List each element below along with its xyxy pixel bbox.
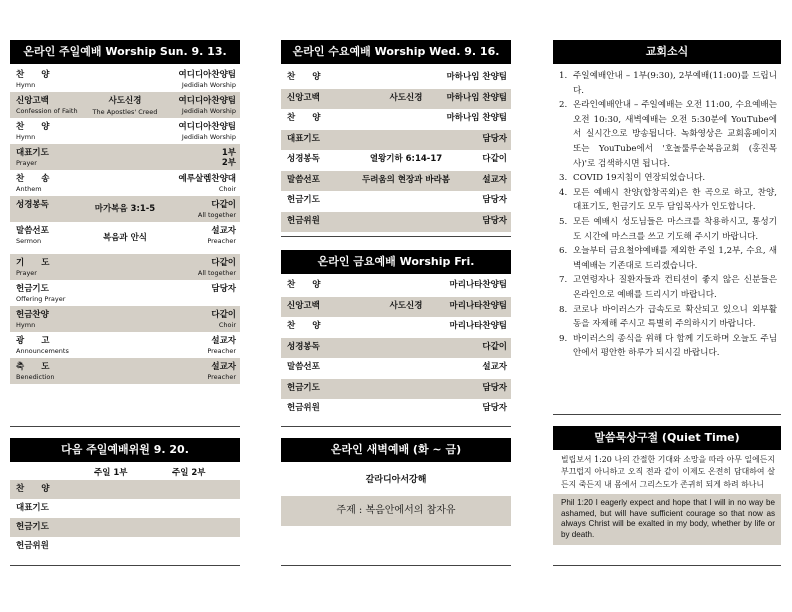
divider	[281, 426, 511, 427]
news-item-number: 7.	[559, 275, 568, 286]
divider	[553, 565, 781, 566]
order-item-leader: 담당자	[482, 215, 507, 226]
news-item-text: COVID 19지침이 연장되었습니다.	[573, 173, 706, 184]
order-item-leader: 마하나임 찬양팀	[446, 113, 507, 123]
order-item-label: 헌금기도	[287, 382, 320, 393]
order-item-english: Hymn	[16, 321, 36, 329]
order-item-label: 성경봉독	[16, 200, 49, 210]
order-item-leader: 마리나타찬양팀	[449, 280, 507, 290]
worship-order-row	[10, 280, 240, 306]
worship-order-row	[10, 332, 240, 358]
order-item-leader: 담당자	[211, 284, 236, 294]
worship-order-row	[281, 150, 511, 170]
order-item-leader: 설교자	[211, 226, 236, 236]
order-item-leader: 다같이	[482, 341, 507, 352]
next-sunday-list	[10, 480, 240, 556]
order-item-leader: 마리나타찬양팀	[449, 321, 507, 331]
church-news-panel	[553, 40, 781, 361]
order-item-leader: 설교자	[482, 362, 507, 372]
order-item-leader: 설교자	[211, 336, 236, 346]
divider	[281, 236, 511, 237]
order-item-label: 말씀선포	[16, 226, 49, 236]
order-item-leader-english: Choir	[218, 321, 236, 329]
order-item-label: 성경봉독	[287, 154, 320, 164]
column-header-service-1: 주일 1부	[94, 468, 128, 478]
committee-role-label: 찬 양	[16, 484, 50, 494]
next-sunday-title: 다음 주일예배위원 9. 20.	[10, 438, 240, 462]
order-item-label: 찬 송	[16, 174, 50, 184]
worship-order-row	[281, 68, 511, 88]
order-item-english: Hymn	[16, 133, 36, 141]
news-item-text: 모든 예배시 찬양(합창곡외)은 한 곡으로 하고, 찬양, 대표기도, 헌금기도 모두 담임목사가 인도합니다.	[573, 187, 777, 213]
quiet-time-korean: 빌립보서 1:20 나의 간절한 기대와 소망을 따라 아무 일에든지 부끄럽지 아니하고 오직 전과 같이 이제도 온전히 담대하여 살든지 죽든지 내 몸에서 그리스도가 존귀히 되게 하려 하나니	[561, 455, 775, 489]
quiet-time-english: Phil 1:20 I eagerly expect and hope that I will in no way be ashamed, but will have sufficient courage so that now as always Christ will be exalted in my body, whether by life or by death.	[553, 494, 781, 544]
order-item-leader-english: Choir	[218, 185, 236, 193]
worship-order-row	[10, 118, 240, 144]
divider	[10, 426, 240, 427]
news-item-number: 9.	[559, 333, 568, 344]
worship-order-row	[281, 191, 511, 211]
news-item	[559, 171, 777, 186]
order-item-label: 말씀선포	[287, 174, 320, 185]
order-item-detail: 복음과 안식	[102, 233, 147, 243]
order-item-label: 헌금기도	[16, 284, 49, 294]
order-item-detail: 사도신경	[108, 96, 142, 106]
news-item-number: 5.	[559, 216, 568, 227]
order-item-label: 말씀선포	[287, 362, 320, 372]
divider	[281, 565, 511, 566]
order-item-detail: 마가복음 3:1-5	[94, 204, 156, 214]
order-item-leader-english: Jedidiah Worship	[181, 81, 236, 89]
news-item	[559, 303, 777, 332]
news-item	[559, 98, 777, 171]
order-item-english: Prayer	[16, 159, 37, 167]
worship-order-row	[10, 170, 240, 196]
order-item-leader: 설교자	[482, 174, 507, 185]
news-item-number: 6.	[559, 246, 568, 257]
order-item-english: Announcements	[16, 347, 69, 355]
order-item-label: 찬 양	[287, 72, 321, 82]
order-item-leader-english: All together	[197, 211, 236, 219]
order-item-label: 대표기도	[287, 133, 320, 144]
order-item-leader: 담당자	[482, 195, 507, 205]
dawn-worship-title: 온라인 새벽예배 (화 ~ 금)	[281, 438, 511, 462]
order-item-english: Benediction	[16, 373, 55, 381]
order-item-english: Offering Prayer	[16, 295, 66, 303]
news-item-text: 오늘부터 금요철야예배를 제외한 주일 1,2부, 수요, 새벽예배는 기존대로 드리겠습니다.	[573, 246, 777, 271]
order-item-leader: 예루살렘찬양대	[178, 174, 236, 184]
committee-row	[10, 537, 240, 556]
wednesday-order-list	[281, 68, 511, 232]
news-item-number: 2.	[559, 100, 568, 111]
order-item-leader-english: All together	[197, 269, 236, 277]
order-item-detail-english: The Apostles' Creed	[92, 108, 158, 116]
order-item-label: 신앙고백	[16, 96, 49, 106]
order-item-leader: 다같이	[211, 258, 236, 268]
friday-worship-panel	[281, 250, 511, 420]
worship-order-row	[10, 66, 240, 92]
order-item-leader: 1부	[221, 148, 236, 158]
order-item-leader: 담당자	[482, 382, 507, 393]
news-item	[559, 273, 777, 302]
sunday-worship-title: 온라인 주일예배 Worship Sun. 9. 13.	[10, 40, 240, 64]
news-item-text: 바이러스의 종식을 위해 다 함께 기도하며 오늘도 주님안에서 평안한 하루가 되시길 바랍니다.	[573, 333, 777, 359]
sunday-worship-panel	[10, 40, 240, 384]
friday-order-list	[281, 276, 511, 419]
order-item-leader-second: 2부	[221, 158, 236, 168]
worship-order-row	[281, 212, 511, 232]
news-item	[559, 69, 777, 98]
worship-order-row	[10, 144, 240, 170]
dawn-worship-panel	[281, 438, 511, 526]
worship-order-row	[281, 276, 511, 296]
order-item-label: 광 고	[16, 336, 50, 346]
worship-order-row	[281, 399, 511, 419]
dawn-book: 갈라디아서강해	[365, 475, 427, 485]
order-item-english: Anthem	[16, 185, 42, 193]
order-item-label: 헌금위원	[287, 403, 320, 413]
order-item-detail: 두려움의 현장과 바라봄	[361, 174, 451, 185]
order-item-leader: 마하나임 찬양팀	[446, 72, 507, 82]
order-item-label: 찬 양	[16, 70, 50, 80]
news-item	[559, 332, 777, 361]
order-item-detail: 사도신경	[389, 92, 423, 103]
order-item-leader: 마리나타찬양팀	[449, 300, 507, 311]
order-item-label: 대표기도	[16, 148, 49, 158]
committee-row	[10, 480, 240, 499]
committee-role-label: 대표기도	[16, 503, 49, 513]
committee-role-label: 헌금위원	[16, 541, 49, 551]
worship-order-row	[281, 89, 511, 109]
news-item-text: 온라인예배안내 – 주일예배는 오전 11:00, 수요예배는 오전 10:30, 새벽예배는 오전 5:30분에 YouTube에서 실시간으로 방송됩니다. 녹화영상은 교회홈페이지 또는 YouTube에서 '호놀룰루순복음교회 (홍진목사)'로 검색하시면 됩니다.	[573, 100, 777, 169]
divider	[10, 565, 240, 566]
order-item-leader: 여디디아찬양팀	[178, 122, 236, 132]
worship-order-row	[10, 358, 240, 384]
news-item-text: 고연령자나 질환자들과 컨티션이 좋지 않은 신분들은 온라인으로 예배를 드리시기 바랍니다.	[573, 275, 777, 300]
news-item-number: 4.	[559, 187, 568, 198]
order-item-label: 성경봉독	[287, 341, 320, 352]
order-item-leader-english: Preacher	[207, 237, 236, 245]
order-item-leader: 여디디아찬양팀	[178, 96, 236, 106]
worship-order-row	[281, 130, 511, 150]
order-item-english: Sermon	[16, 237, 42, 245]
order-item-english: Prayer	[16, 269, 37, 277]
order-item-label: 헌금위원	[287, 215, 320, 226]
order-item-leader: 여디디아찬양팀	[178, 70, 236, 80]
worship-order-row	[281, 358, 511, 378]
committee-row	[10, 499, 240, 518]
news-item-number: 3.	[559, 173, 568, 184]
news-item-text: 코로나 바이러스가 급속도로 확산되고 있으니 외부활동을 자제해 주시고 특별히 주의하시기 바랍니다.	[573, 304, 777, 330]
worship-order-row	[281, 379, 511, 399]
quiet-time-panel	[553, 426, 781, 545]
friday-worship-title: 온라인 금요예배 Worship Fri.	[281, 250, 511, 274]
dawn-theme: 주제 : 복음안에서의 참자유	[281, 496, 511, 526]
order-item-detail: 사도신경	[389, 300, 423, 311]
order-item-english: Hymn	[16, 81, 36, 89]
order-item-leader: 설교자	[211, 362, 236, 372]
order-item-leader-english: Jedidiah Worship	[181, 133, 236, 141]
order-item-leader: 담당자	[482, 133, 507, 144]
committee-row	[10, 518, 240, 537]
sunday-order-list	[10, 66, 240, 384]
order-item-label: 신앙고백	[287, 92, 320, 103]
order-item-leader-english: Jedidiah Worship	[181, 107, 236, 115]
worship-order-row	[10, 254, 240, 280]
worship-order-row	[281, 338, 511, 358]
news-item-text: 모든 예배시 성도님들은 마스크를 착용하시고, 통성기도 시간에 마스크를 쓰고 기도해 주시기 바랍니다.	[573, 216, 777, 242]
news-item	[559, 215, 777, 244]
worship-order-row	[10, 222, 240, 254]
order-item-leader: 담당자	[482, 403, 507, 413]
news-item	[559, 244, 777, 273]
quiet-time-title: 말씀묵상구절 (Quiet Time)	[553, 426, 781, 450]
news-item	[559, 186, 777, 215]
order-item-label: 찬 양	[287, 321, 321, 331]
church-news-title: 교회소식	[553, 40, 781, 64]
order-item-label: 기 도	[16, 258, 50, 268]
order-item-english: Confession of Faith	[16, 107, 78, 115]
order-item-detail: 열왕기하 6:14-17	[369, 154, 443, 164]
order-item-label: 찬 양	[287, 113, 321, 123]
column-header-service-2: 주일 2부	[172, 468, 206, 478]
committee-role-label: 헌금기도	[16, 522, 49, 532]
church-news-list	[553, 69, 781, 361]
order-item-label: 헌금찬양	[16, 310, 49, 320]
order-item-label: 찬 양	[287, 280, 321, 290]
next-sunday-header-row	[10, 462, 240, 480]
order-item-label: 찬 양	[16, 122, 50, 132]
next-sunday-panel	[10, 438, 240, 556]
order-item-label: 신앙고백	[287, 300, 320, 311]
worship-order-row	[281, 171, 511, 191]
worship-order-row	[10, 196, 240, 222]
divider	[553, 414, 781, 415]
worship-order-row	[281, 297, 511, 317]
order-item-leader: 다같이	[211, 200, 236, 210]
order-item-leader-english: Preacher	[207, 373, 236, 381]
news-item-number: 8.	[559, 304, 568, 315]
order-item-leader: 다같이	[211, 310, 236, 320]
order-item-label: 축 도	[16, 362, 50, 372]
order-item-leader: 마하나임 찬양팀	[446, 92, 507, 103]
order-item-label: 헌금기도	[287, 195, 320, 205]
order-item-leader-english: Preacher	[207, 347, 236, 355]
order-item-leader: 다같이	[482, 154, 507, 164]
wednesday-worship-panel	[281, 40, 511, 232]
news-item-text: 주일예배안내 – 1부(9:30), 2부예배(11:00)를 드립니다.	[573, 71, 777, 96]
worship-order-row	[281, 317, 511, 337]
worship-order-row	[10, 92, 240, 118]
wednesday-worship-title: 온라인 수요예배 Worship Wed. 9. 16.	[281, 40, 511, 64]
worship-order-row	[10, 306, 240, 332]
worship-order-row	[281, 109, 511, 129]
news-item-number: 1.	[559, 71, 568, 81]
